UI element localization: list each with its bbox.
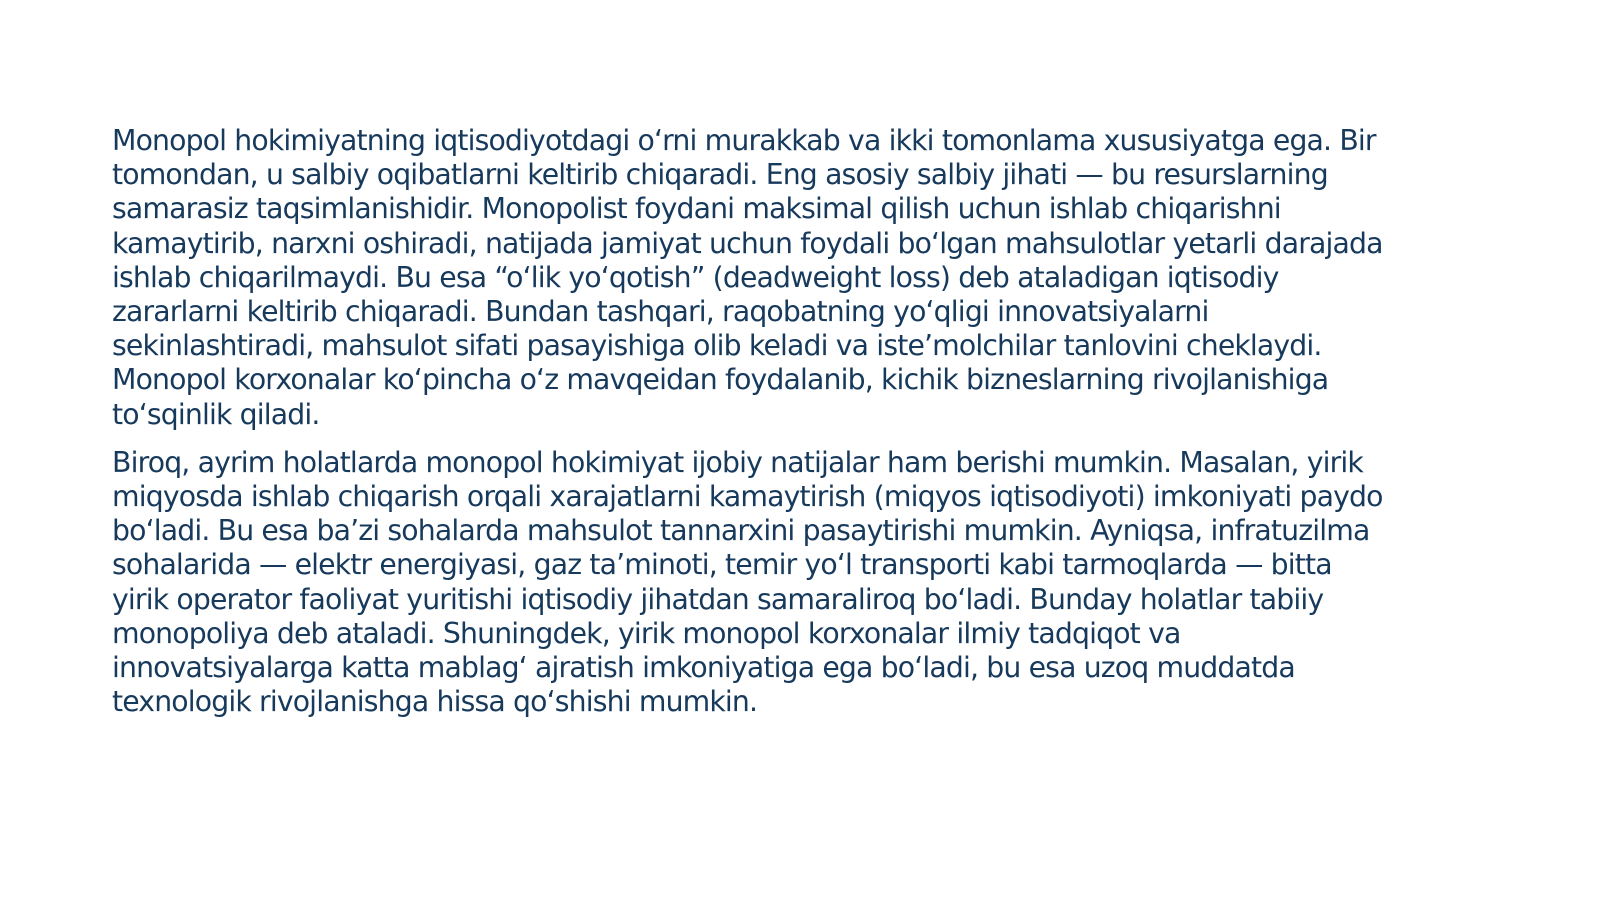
paragraph-positive-effects: Biroq, ayrim holatlarda monopol hokimiyat ijobiy natijalar ham berishi mumkin. Masalan, yirik miqyosda ishlab chiqarish orqali xarajatlarni kamaytirish (miqyos iqtisodiyoti) imkoniyati paydo bo‘ladi. Bu esa ba’zi sohalarda mahsulot tannarxini pasaytirishi mumkin. Ayniqsa, infratuzilma sohalarida — elektr energiyasi, gaz ta’minoti, temir yo‘l transporti kabi tarmoqlarda — bitta yirik operator faoliyat yuritishi iqtisodiy jihatdan samaraliroq bo‘ladi. Bunday holatlar tabiiy monopoliya deb ataladi. Shuningdek, yirik monopol korxonalar ilmiy tadqiqot va innovatsiyalarga katta mablag‘ ajratish imkoniyatiga ega bo‘ladi, bu esa uzoq muddatda texnologik rivojlanishga hissa qo‘shishi mumkin.: [112, 445, 1383, 719]
paragraph-negative-effects: Monopol hokimiyatning iqtisodiyotdagi o‘rni murakkab va ikki tomonlama xususiyatga ega. Bir tomondan, u salbiy oqibatlarni keltirib chiqaradi. Eng asosiy salbiy jihati — bu resurslarning samarasiz taqsimlanishidir. Monopolist foydani maksimal qilish uchun ishlab chiqarishni kamaytirib, narxni oshiradi, natijada jamiyat uchun foydali bo‘lgan mahsulotlar yetarli darajada ishlab chiqarilmaydi. Bu esa “o‘lik yo‘qotish” (deadweight loss) deb ataladigan iqtisodiy zararlarni keltirib chiqaradi. Bundan tashqari, raqobatning yo‘qligi innovatsiyalarni sekinlashtiradi, mahsulot sifati pasayishiga olib keladi va iste’molchilar tanlovini cheklaydi. Monopol korxonalar ko‘pincha o‘z mavqeidan foydalanib, kichik bizneslarning rivojlanishiga to‘sqinlik qiladi.: [112, 124, 1383, 431]
body-text: [112, 124, 1392, 719]
